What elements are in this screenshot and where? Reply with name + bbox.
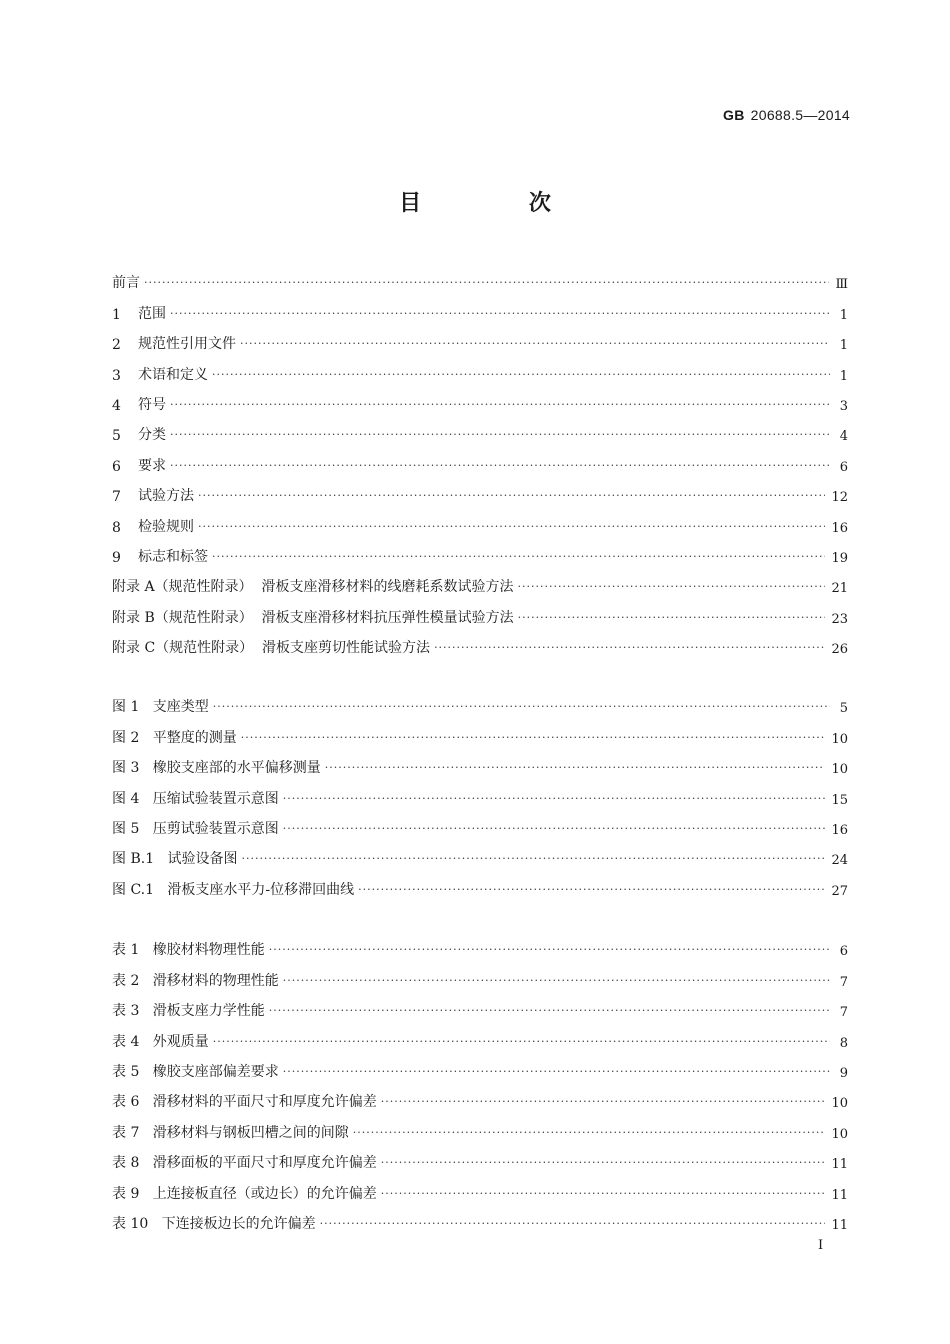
dot-leader [434, 641, 825, 657]
toc-entry-page: 26 [831, 642, 848, 658]
dot-leader [517, 580, 825, 596]
toc-entry-label: 表 2 滑移材料的物理性能 [112, 972, 279, 989]
toc-entry[interactable] [112, 566, 848, 596]
toc-entry[interactable] [112, 505, 848, 535]
toc-table-list [112, 929, 848, 1233]
dot-leader [170, 459, 830, 475]
toc-entry[interactable] [112, 323, 848, 353]
toc-entry-page: 24 [831, 853, 848, 869]
toc-entry-label: 范围 [138, 305, 166, 322]
toc-entry-page: 16 [831, 822, 848, 838]
page-number: I [818, 1238, 824, 1253]
dot-leader [241, 852, 825, 868]
toc-entry[interactable] [112, 475, 848, 505]
toc-entry-page: 3 [839, 398, 848, 414]
toc-entry-label: 表 9 上连接板直径（或边长）的允许偏差 [112, 1185, 377, 1202]
standard-prefix: GB [723, 107, 745, 123]
toc-entry-page: 23 [831, 611, 848, 627]
dot-leader [170, 307, 830, 323]
toc-entry[interactable] [112, 536, 848, 566]
toc-entry-label: 符号 [138, 396, 166, 413]
toc-entry-label: 图 C.1 滑板支座水平力-位移滞回曲线 [112, 881, 355, 898]
toc-entry[interactable] [112, 808, 848, 838]
toc-entry-label: 表 1 橡胶材料物理性能 [112, 942, 265, 959]
toc-entry[interactable] [112, 1081, 848, 1111]
toc-entry[interactable] [112, 868, 848, 898]
dot-leader [213, 1035, 830, 1051]
toc-entry[interactable] [112, 1172, 848, 1202]
toc-entry-number: 8 [112, 519, 121, 536]
toc-entry-page: 16 [831, 520, 848, 536]
dot-leader [381, 1095, 826, 1111]
toc-entry[interactable] [112, 959, 848, 989]
toc-entry-number: 5 [112, 428, 121, 445]
toc-entry[interactable] [112, 716, 848, 746]
toc-entry[interactable] [112, 1203, 848, 1233]
dot-leader [198, 489, 825, 505]
dot-leader [518, 611, 826, 627]
toc-entry-page: 11 [831, 1157, 848, 1173]
toc-entry[interactable] [112, 990, 848, 1020]
toc-entry[interactable] [112, 838, 848, 868]
toc-entry-page: 27 [831, 883, 848, 899]
standard-number [723, 107, 850, 123]
toc-entry-number: 2 [112, 337, 121, 354]
page-title: 目 次 [399, 191, 601, 216]
toc-entry-number: 9 [112, 549, 121, 566]
toc-entry-page: Ⅲ [835, 277, 848, 293]
toc-entry-label: 图 3 橡胶支座部的水平偏移测量 [112, 760, 321, 777]
toc-entry-label: 附录 A（规范性附录） 滑板支座滑移材料的线磨耗系数试验方法 [112, 579, 514, 596]
dot-leader [353, 1126, 826, 1142]
toc-entry-label: 分类 [138, 427, 166, 444]
toc-entry-label: 表 10 下连接板边长的允许偏差 [112, 1215, 316, 1232]
toc-entry-number: 7 [112, 489, 121, 506]
toc-entry-page: 10 [831, 1096, 848, 1112]
toc-entry[interactable] [112, 353, 848, 383]
toc-entry-label: 附录 B（规范性附录） 滑板支座滑移材料抗压弹性模量试验方法 [112, 609, 514, 626]
dot-leader [170, 428, 830, 444]
dot-leader [269, 1004, 830, 1020]
dot-leader [358, 883, 825, 899]
toc-entry-page: 6 [839, 459, 848, 475]
toc-entry-label: 标志和标签 [138, 548, 208, 565]
toc-entry-number: 4 [112, 397, 121, 414]
toc-entry-label: 检验规则 [138, 518, 194, 535]
toc-entry-label: 表 4 外观质量 [112, 1033, 209, 1050]
toc-entry[interactable] [112, 777, 848, 807]
dot-leader [381, 1156, 826, 1172]
toc-figure-list [112, 686, 848, 899]
toc-entry-label: 表 6 滑移材料的平面尺寸和厚度允许偏差 [112, 1094, 377, 1111]
toc-entry[interactable] [112, 1111, 848, 1141]
toc-entry-page: 7 [839, 1005, 848, 1021]
toc-entry-label: 图 5 压剪试验装置示意图 [112, 820, 279, 837]
dot-leader [381, 1187, 826, 1203]
toc-entry-page: 8 [839, 1035, 848, 1051]
toc-main-list [112, 262, 848, 657]
toc-entry-label: 术语和定义 [138, 366, 208, 383]
toc-entry[interactable] [112, 596, 848, 626]
toc-entry-number: 6 [112, 458, 121, 475]
dot-leader [283, 1065, 830, 1081]
toc-entry[interactable] [112, 686, 848, 716]
toc-entry-label: 前言 [112, 275, 140, 292]
toc-entry-page: 7 [839, 974, 848, 990]
toc-entry-label: 表 7 滑移材料与钢板凹槽之间的间隙 [112, 1124, 349, 1141]
dot-leader [325, 761, 826, 777]
toc-entry[interactable] [112, 262, 848, 292]
dot-leader [213, 700, 830, 716]
dot-leader [212, 368, 830, 384]
dot-leader [144, 276, 829, 292]
dot-leader [283, 822, 826, 838]
toc-entry-page: 1 [839, 368, 848, 384]
toc-entry-label: 图 4 压缩试验装置示意图 [112, 790, 279, 807]
toc-entry-page: 12 [831, 490, 848, 506]
toc-entry-label: 表 5 橡胶支座部偏差要求 [112, 1063, 279, 1080]
toc-entry[interactable] [112, 929, 848, 959]
toc-entry[interactable] [112, 1142, 848, 1172]
toc-entry-label: 附录 C（规范性附录） 滑板支座剪切性能试验方法 [112, 640, 431, 657]
toc-entry[interactable] [112, 414, 848, 444]
toc-entry-label: 规范性引用文件 [138, 336, 236, 353]
standard-code: 20688.5—2014 [750, 107, 850, 123]
dot-leader [212, 550, 825, 566]
toc-entry-page: 5 [839, 701, 848, 717]
toc-entry-page: 1 [839, 307, 848, 323]
toc-entry-number: 3 [112, 367, 121, 384]
toc-entry[interactable] [112, 1051, 848, 1081]
toc-entry-page: 15 [831, 792, 848, 808]
dot-leader [283, 792, 826, 808]
dot-leader [269, 943, 830, 959]
toc-entry-label: 要求 [138, 457, 166, 474]
toc-entry-page: 1 [839, 338, 848, 354]
toc-entry-page: 6 [839, 944, 848, 960]
toc-entry-label: 图 1 支座类型 [112, 699, 209, 716]
dot-leader [283, 974, 830, 990]
toc-entry[interactable] [112, 384, 848, 414]
dot-leader [170, 398, 830, 414]
toc-entry-page: 21 [831, 581, 848, 597]
toc-entry-page: 9 [839, 1065, 848, 1081]
toc-entry[interactable] [112, 444, 848, 474]
toc-entry-page: 11 [831, 1187, 848, 1203]
toc-entry-page: 10 [831, 1126, 848, 1142]
toc-entry-page: 10 [831, 762, 848, 778]
toc-entry[interactable] [112, 1020, 848, 1050]
dot-leader [240, 337, 830, 353]
toc-entry-label: 图 2 平整度的测量 [112, 729, 237, 746]
toc-entry[interactable] [112, 747, 848, 777]
dot-leader [198, 520, 825, 536]
toc-entry[interactable] [112, 292, 848, 322]
toc-entry-page: 19 [831, 550, 848, 566]
dot-leader [241, 731, 826, 747]
toc-entry-label: 图 B.1 试验设备图 [112, 851, 238, 868]
toc-entry-label: 表 8 滑移面板的平面尺寸和厚度允许偏差 [112, 1155, 377, 1172]
toc-entry-label: 试验方法 [138, 488, 194, 505]
toc-entry-page: 10 [831, 731, 848, 747]
toc-entry-label: 表 3 滑板支座力学性能 [112, 1003, 265, 1020]
toc-entry-page: 4 [839, 429, 848, 445]
dot-leader [320, 1217, 826, 1233]
toc-entry-page: 11 [831, 1217, 848, 1233]
toc-entry-number: 1 [112, 306, 121, 323]
toc-entry[interactable] [112, 627, 848, 657]
